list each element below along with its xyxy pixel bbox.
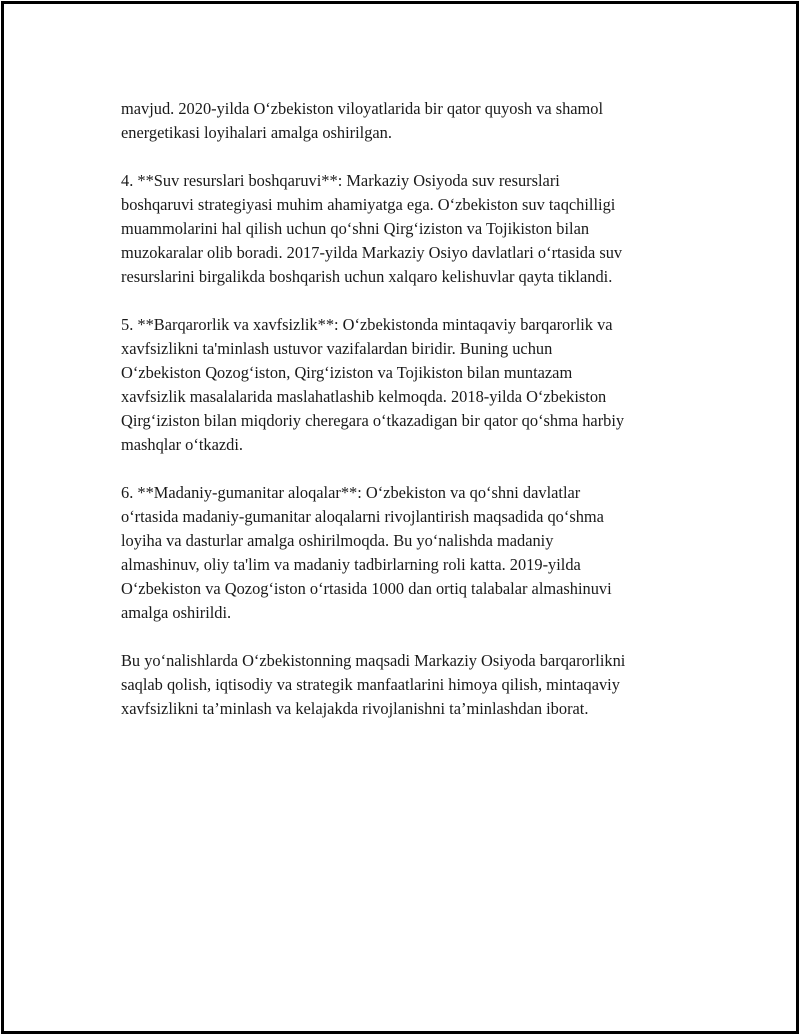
text-line: xavfsizlikni ta’minlash va kelajakda rivojlanishni ta’minlashdan iborat. [121, 699, 589, 718]
text-line: Bu yo‘nalishlarda O‘zbekistonning maqsadi Markaziy Osiyoda barqarorlikni [121, 651, 626, 670]
text-line: O‘zbekiston Qozog‘iston, Qirg‘iziston va Tojikiston bilan muntazam [121, 363, 573, 382]
text-line: 5. **Barqarorlik va xavfsizlik**: O‘zbekistonda mintaqaviy barqarorlik va [121, 315, 613, 334]
text-line: O‘zbekiston va Qozog‘iston o‘rtasida 1000 dan ortiq talabalar almashinuvi [121, 579, 612, 598]
text-line: amalga oshirildi. [121, 603, 232, 622]
text-line: mashqlar o‘tkazdi. [121, 435, 243, 454]
text-line: 4. **Suv resurslari boshqaruvi**: Markaziy Osiyoda suv resurslari [121, 171, 560, 190]
text-line: o‘rtasida madaniy-gumanitar aloqalarni rivojlantirish maqsadida qo‘shma [121, 507, 604, 526]
text-line: Qirg‘iziston bilan miqdoriy cheregara o‘tkazadigan bir qator qo‘shma harbiy [121, 411, 625, 430]
paragraph-water-resources [121, 169, 701, 289]
paragraph-conclusion [121, 649, 701, 721]
text-line: almashinuv, oliy ta'lim va madaniy tadbirlarning roli katta. 2019-yilda [121, 555, 581, 574]
document-body [121, 97, 701, 745]
paragraph-cultural-relations [121, 481, 701, 625]
text-line: muammolarini hal qilish uchun qo‘shni Qirg‘iziston va Tojikiston bilan [121, 219, 590, 238]
page-frame [1, 1, 799, 1034]
paragraph-energy-continuation [121, 97, 701, 145]
text-line: xavfsizlikni ta'minlash ustuvor vazifalardan biridir. Buning uchun [121, 339, 553, 358]
text-line: saqlab qolish, iqtisodiy va strategik manfaatlarini himoya qilish, mintaqaviy [121, 675, 620, 694]
paragraph-stability-security [121, 313, 701, 457]
text-line: energetikasi loyihalari amalga oshirilgan. [121, 123, 392, 142]
text-line: mavjud. 2020-yilda O‘zbekiston viloyatlarida bir qator quyosh va shamol [121, 99, 604, 118]
text-line: 6. **Madaniy-gumanitar aloqalar**: O‘zbekiston va qo‘shni davlatlar [121, 483, 581, 502]
text-line: boshqaruvi strategiyasi muhim ahamiyatga ega. O‘zbekiston suv taqchilligi [121, 195, 616, 214]
text-line: muzokaralar olib boradi. 2017-yilda Markaziy Osiyo davlatlari o‘rtasida suv [121, 243, 623, 262]
text-line: xavfsizlik masalalarida maslahatlashib kelmoqda. 2018-yilda O‘zbekiston [121, 387, 607, 406]
text-line: loyiha va dasturlar amalga oshirilmoqda. Bu yo‘nalishda madaniy [121, 531, 554, 550]
text-line: resurslarini birgalikda boshqarish uchun xalqaro kelishuvlar qayta tiklandi. [121, 267, 613, 286]
